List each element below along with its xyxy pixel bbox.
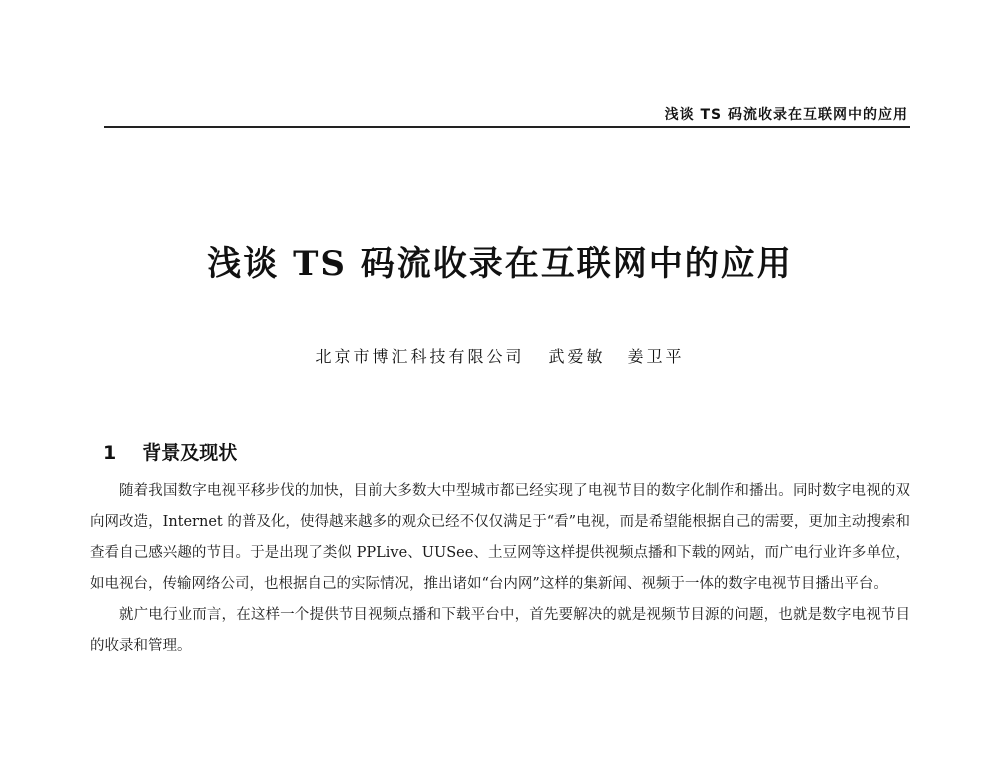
section-title: 背景及现状 <box>142 442 238 464</box>
running-header: 浅谈 TS 码流收录在互联网中的应用 <box>664 107 908 123</box>
paragraph: 随着我国数字电视平移步伐的加快，目前大多数大中型城市都已经实现了电视节目的数字化制作和播出。同时数字电视的双向网改造，Internet 的普及化，使得越来越多的观众已经不仅仅满足于“看”电视，而是希望能根据自己的需要，更加主动搜索和查看自己感兴趣的节目。于是出现了类似 PPLive、UUSee、土豆网等这样提供视频点播和下载的网站，而广电行业许多单位，如电视台，传输网络公司，也根据自己的实际情况，推出诸如“台内网”这样的集新闻、视频于一体的数字电视节目播出平台。 <box>90 483 910 592</box>
paragraph: 就广电行业而言，在这样一个提供节目视频点播和下载平台中，首先要解决的就是视频节目源的问题，也就是数字电视节目的收录和管理。 <box>90 607 910 654</box>
byline <box>0 344 1000 367</box>
section-number: 1 <box>103 442 117 464</box>
author-organization: 北京市博汇科技有限公司 <box>315 347 525 366</box>
author-name-2: 姜卫平 <box>627 347 685 366</box>
paper-title: 浅谈 TS 码流收录在互联网中的应用 <box>207 244 793 284</box>
section-heading <box>103 438 237 465</box>
author-name-1: 武爱敏 <box>548 347 606 366</box>
body-text <box>90 476 910 662</box>
header-rule <box>104 126 910 128</box>
